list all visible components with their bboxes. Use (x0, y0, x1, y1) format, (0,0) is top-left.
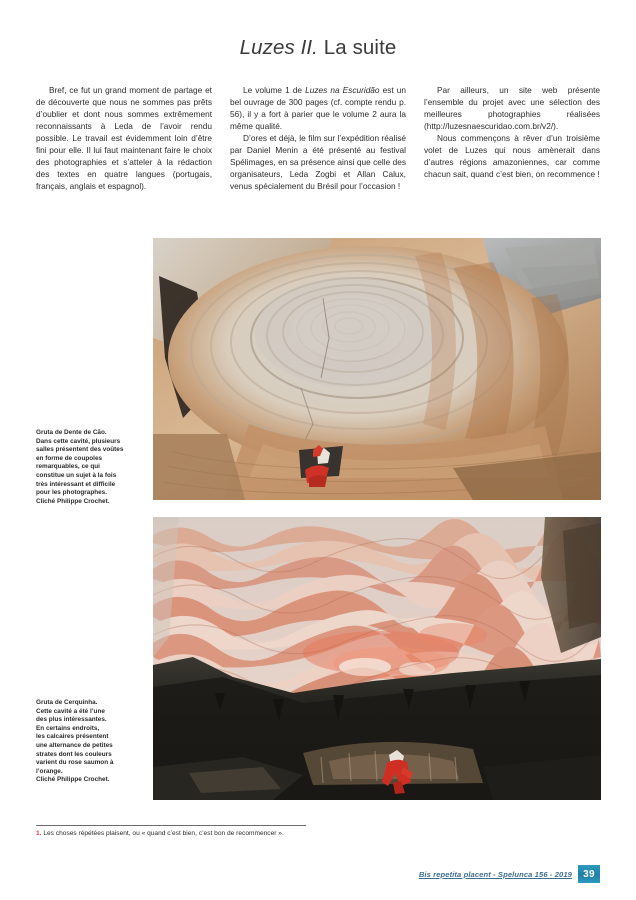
page-footer (419, 865, 600, 883)
cave-dome-photo (153, 238, 601, 500)
caption-line: l’orange. (36, 767, 63, 775)
caption-line: constitue un sujet à la fois (36, 471, 117, 479)
figure-dente-de-cao (153, 238, 601, 500)
page-title-italic: Luzes II. (239, 36, 318, 59)
footnote-text: Les choses répétées plaisent, ou « quand c’est bien, c’est bon de recommencer ». (43, 830, 284, 837)
text-column-3 (424, 84, 600, 192)
caption-cerquinha (36, 699, 148, 785)
caption-line: varient du rose saumon à (36, 759, 114, 767)
caption-line: en forme de coupoles (36, 454, 103, 462)
caption-line: En certains endroits, (36, 724, 100, 732)
text-column-1 (36, 84, 212, 192)
caption-line: salles présentent des voûtes (36, 446, 124, 454)
figure-cerquinha (153, 517, 601, 800)
paragraph: Par ailleurs, un site web présente l’ensemble du projet avec une sélection des meilleures photographies réalisées (http://luzesnaescuridao.com.br/v2/). (424, 85, 600, 132)
caption-line: remarquables, ce qui (36, 463, 100, 471)
caption-credit: Cliché Philippe Crochet. (36, 776, 110, 784)
caption-line: Cette cavité a été l’une (36, 707, 105, 715)
page-title-rest: La suite (317, 36, 397, 59)
text-column-2 (230, 84, 406, 192)
footnote-separator (36, 825, 306, 826)
paragraph: Le volume 1 de Luzes na Escuridão est un bel ouvrage de 300 pages (cf. compte rendu p. 56), il y a fort à parier que le volume 2 aura la même qualité. (230, 85, 406, 132)
page-number-badge: 39 (578, 865, 600, 883)
caption-credit: Cliché Philippe Crochet. (36, 497, 110, 505)
footer-reference: Bis repetita placent - Spelunca 156 - 2019 (418, 869, 572, 879)
caption-line: Gruta de Dente de Cão. (36, 429, 107, 436)
paragraph: Nous commençons à rêver d’un troisième volet de Luzes qui nous amènerait dans d’autres régions amazoniennes, car comme chacun sait, quand c’est bien, on recommence ! (424, 133, 600, 180)
paragraph: Bref, ce fut un grand moment de partage et de découverte que nous ne sommes pas prêts d’oublier et dont nous sommes extrêmement reconnaissants à Leda de l’avoir rendu possible. Le travail est évidemment loin d’être fini pour elle. Il lui faut maintenant faire le choix des photographies et s’atteler à la rédaction des textes en quatre langues (portugais, français, anglais et espagnol). (36, 85, 212, 192)
caption-line: une alternance de petites (36, 741, 113, 749)
footnote (36, 829, 456, 838)
caption-dente-de-cao (36, 429, 148, 506)
book-title: Luzes na Escuridão (305, 85, 380, 95)
folded-strata-photo (153, 517, 601, 800)
caption-line: strates dont les couleurs (36, 750, 112, 758)
paragraph: D’ores et déjà, le film sur l’expédition réalisé par Daniel Menin a été présenté au festival Spélimages, en sa présence ainsi que celle des organisateurs, Leda Zogbi et Allan Calux, venus spécialement du Brésil pour l’occasion ! (230, 133, 406, 192)
caption-line: Dans cette cavité, plusieurs (36, 437, 121, 445)
caption-line: des plus intéressantes. (36, 716, 107, 724)
caption-line: Gruta de Cerquinha. (36, 699, 98, 706)
page-title (0, 36, 636, 60)
footnote-number: 1. (36, 830, 42, 837)
caption-line: très intéressant et difficile (36, 480, 116, 488)
article-columns (36, 84, 600, 192)
caption-line: les calcaires présentent (36, 733, 109, 741)
caption-line: pour les photographes. (36, 489, 108, 497)
